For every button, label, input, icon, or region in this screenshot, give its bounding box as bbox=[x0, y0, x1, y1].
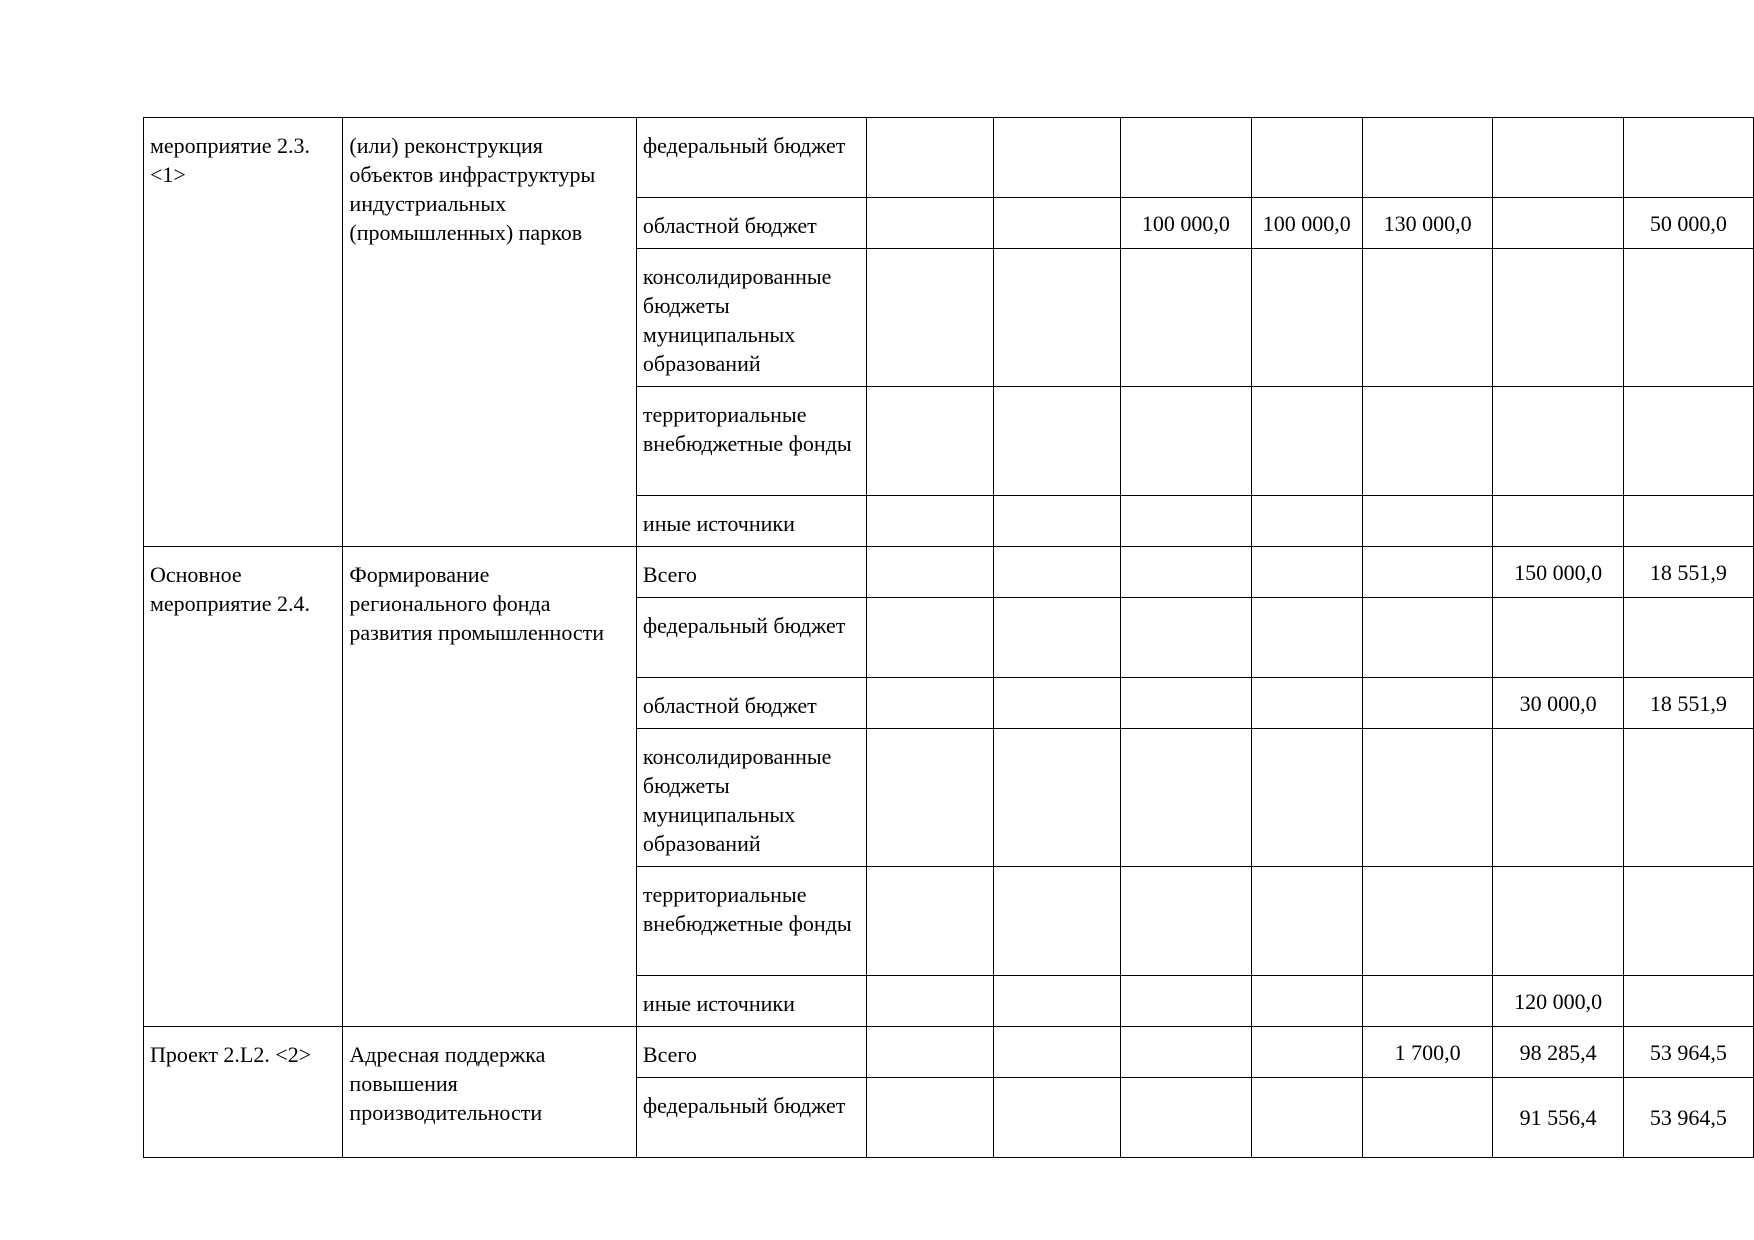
amount-cell bbox=[866, 678, 993, 729]
amount-cell bbox=[1251, 118, 1362, 198]
amount-cell: 130 000,0 bbox=[1362, 198, 1493, 249]
amount-cell bbox=[866, 387, 993, 496]
amount-cell: 100 000,0 bbox=[1121, 198, 1252, 249]
amount-cell bbox=[1121, 867, 1252, 976]
amount-cell bbox=[1493, 496, 1624, 547]
amount-cell bbox=[993, 729, 1120, 867]
amount-cell bbox=[1493, 729, 1624, 867]
amount-cell bbox=[1251, 598, 1362, 678]
amount-cell bbox=[1121, 1027, 1252, 1078]
amount-cell bbox=[866, 118, 993, 198]
amount-cell bbox=[993, 249, 1120, 387]
amount-cell bbox=[1121, 729, 1252, 867]
amount-cell bbox=[1623, 118, 1753, 198]
amount-cell: 98 285,4 bbox=[1493, 1027, 1624, 1078]
amount-cell bbox=[1362, 729, 1493, 867]
measure-name-cell: Формирование регионального фонда развития промышленности bbox=[343, 547, 637, 1027]
amount-cell bbox=[1362, 867, 1493, 976]
amount-cell bbox=[866, 496, 993, 547]
amount-cell bbox=[993, 118, 1120, 198]
amount-cell bbox=[1121, 387, 1252, 496]
amount-cell bbox=[1362, 547, 1493, 598]
amount-cell bbox=[1362, 1078, 1493, 1158]
budget-table bbox=[143, 117, 1754, 1158]
amount-cell bbox=[1623, 387, 1753, 496]
amount-cell bbox=[1623, 729, 1753, 867]
amount-cell bbox=[1251, 547, 1362, 598]
amount-cell bbox=[1493, 118, 1624, 198]
amount-cell bbox=[1362, 598, 1493, 678]
amount-cell bbox=[866, 1027, 993, 1078]
amount-cell bbox=[866, 867, 993, 976]
funding-source-cell: областной бюджет bbox=[636, 678, 866, 729]
amount-cell: 150 000,0 bbox=[1493, 547, 1624, 598]
amount-cell bbox=[866, 547, 993, 598]
funding-source-cell: Всего bbox=[636, 547, 866, 598]
amount-cell bbox=[993, 198, 1120, 249]
amount-cell: 30 000,0 bbox=[1493, 678, 1624, 729]
funding-source-cell: иные источники bbox=[636, 496, 866, 547]
amount-cell bbox=[866, 1078, 993, 1158]
amount-cell bbox=[1362, 678, 1493, 729]
amount-cell bbox=[1121, 118, 1252, 198]
funding-source-cell: консолидированные бюджеты муниципальных образований bbox=[636, 249, 866, 387]
amount-cell: 120 000,0 bbox=[1493, 976, 1624, 1027]
measure-code-cell: мероприятие 2.3. <1> bbox=[144, 118, 343, 547]
amount-cell bbox=[1623, 496, 1753, 547]
amount-cell bbox=[866, 729, 993, 867]
amount-cell bbox=[1493, 598, 1624, 678]
table-row bbox=[144, 118, 1754, 198]
amount-cell bbox=[1251, 496, 1362, 547]
amount-cell bbox=[1493, 867, 1624, 976]
amount-cell bbox=[1362, 118, 1493, 198]
amount-cell bbox=[993, 598, 1120, 678]
amount-cell bbox=[993, 678, 1120, 729]
amount-cell bbox=[1251, 387, 1362, 496]
funding-source-cell: консолидированные бюджеты муниципальных образований bbox=[636, 729, 866, 867]
amount-cell bbox=[1251, 867, 1362, 976]
funding-source-cell: федеральный бюджет bbox=[636, 1078, 866, 1158]
amount-cell bbox=[993, 976, 1120, 1027]
amount-cell bbox=[1251, 1078, 1362, 1158]
amount-cell: 91 556,4 bbox=[1493, 1078, 1624, 1158]
funding-source-cell: областной бюджет bbox=[636, 198, 866, 249]
amount-cell bbox=[993, 867, 1120, 976]
amount-cell bbox=[1121, 598, 1252, 678]
amount-cell: 100 000,0 bbox=[1251, 198, 1362, 249]
funding-source-cell: территориальные внебюджетные фонды bbox=[636, 387, 866, 496]
amount-cell: 18 551,9 bbox=[1623, 547, 1753, 598]
amount-cell bbox=[1362, 387, 1493, 496]
amount-cell: 53 964,5 bbox=[1623, 1027, 1753, 1078]
amount-cell bbox=[1493, 249, 1624, 387]
funding-source-cell: Всего bbox=[636, 1027, 866, 1078]
table-body bbox=[144, 118, 1754, 1158]
amount-cell bbox=[993, 496, 1120, 547]
amount-cell bbox=[1251, 678, 1362, 729]
amount-cell bbox=[993, 1078, 1120, 1158]
amount-cell bbox=[1251, 976, 1362, 1027]
amount-cell bbox=[1623, 249, 1753, 387]
amount-cell bbox=[1121, 1078, 1252, 1158]
amount-cell bbox=[866, 249, 993, 387]
amount-cell bbox=[1623, 598, 1753, 678]
amount-cell bbox=[866, 976, 993, 1027]
measure-code-cell: Проект 2.L2. <2> bbox=[144, 1027, 343, 1158]
amount-cell bbox=[1121, 249, 1252, 387]
amount-cell bbox=[1362, 496, 1493, 547]
amount-cell: 1 700,0 bbox=[1362, 1027, 1493, 1078]
measure-code-cell: Основное мероприятие 2.4. bbox=[144, 547, 343, 1027]
measure-name-cell: (или) реконструкция объектов инфраструктуры индустриальных (промышленных) парков bbox=[343, 118, 637, 547]
table-row bbox=[144, 1027, 1754, 1078]
amount-cell bbox=[1251, 249, 1362, 387]
amount-cell bbox=[1121, 678, 1252, 729]
table-row bbox=[144, 547, 1754, 598]
funding-source-cell: федеральный бюджет bbox=[636, 598, 866, 678]
funding-source-cell: территориальные внебюджетные фонды bbox=[636, 867, 866, 976]
amount-cell bbox=[1121, 547, 1252, 598]
amount-cell bbox=[993, 547, 1120, 598]
amount-cell: 50 000,0 bbox=[1623, 198, 1753, 249]
funding-source-cell: федеральный бюджет bbox=[636, 118, 866, 198]
amount-cell bbox=[1362, 249, 1493, 387]
amount-cell bbox=[866, 198, 993, 249]
amount-cell bbox=[1251, 729, 1362, 867]
amount-cell bbox=[1623, 976, 1753, 1027]
amount-cell bbox=[1623, 867, 1753, 976]
amount-cell bbox=[1121, 976, 1252, 1027]
amount-cell bbox=[1493, 387, 1624, 496]
amount-cell: 53 964,5 bbox=[1623, 1078, 1753, 1158]
amount-cell bbox=[993, 1027, 1120, 1078]
amount-cell: 18 551,9 bbox=[1623, 678, 1753, 729]
amount-cell bbox=[1362, 976, 1493, 1027]
amount-cell bbox=[993, 387, 1120, 496]
amount-cell bbox=[1121, 496, 1252, 547]
amount-cell bbox=[1493, 198, 1624, 249]
amount-cell bbox=[1251, 1027, 1362, 1078]
amount-cell bbox=[866, 598, 993, 678]
measure-name-cell: Адресная поддержка повышения производительности bbox=[343, 1027, 637, 1158]
funding-source-cell: иные источники bbox=[636, 976, 866, 1027]
